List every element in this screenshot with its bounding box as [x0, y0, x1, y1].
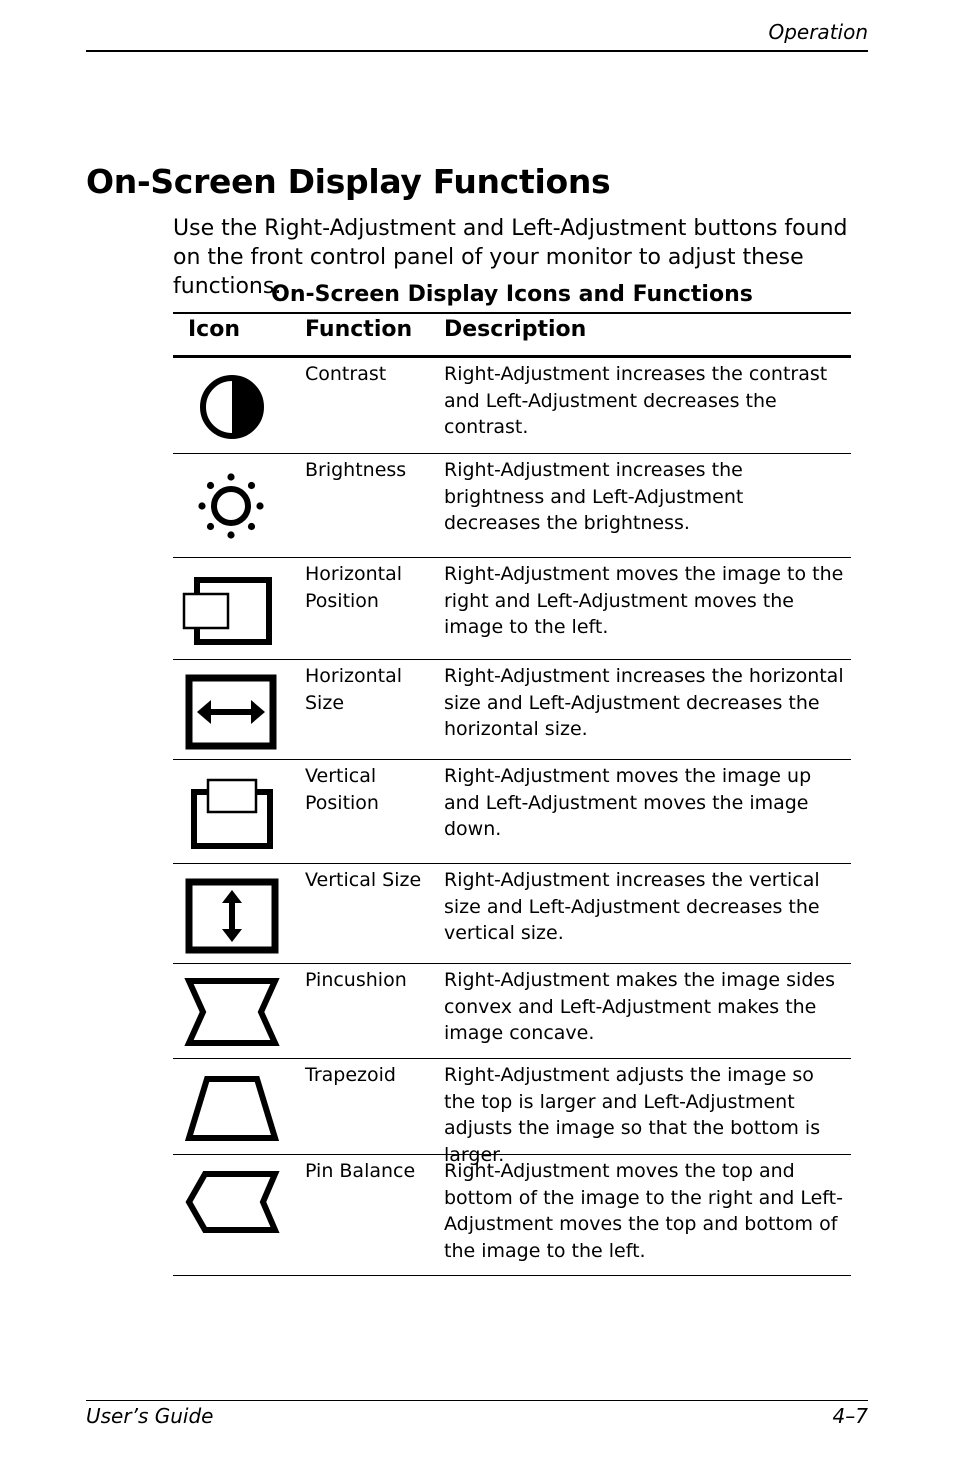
table-row — [173, 358, 851, 454]
footer-document-title: User’s Guide — [86, 1404, 214, 1428]
function-name: Horizontal Size — [305, 665, 403, 714]
function-description: Right-Adjustment moves the image up and Left-Adjustment moves the image down. — [444, 765, 812, 840]
trapezoid-icon — [183, 1073, 281, 1145]
table-row — [173, 964, 851, 1059]
function-description: Right-Adjustment moves the top and bottom of the image to the right and Left-Adjustment moves the top and bottom of the image to the left. — [444, 1160, 843, 1262]
table-row — [173, 1155, 851, 1276]
function-name: Pin Balance — [305, 1160, 416, 1182]
function-description: Right-Adjustment adjusts the image so the top is larger and Left-Adjustment adjusts the image so that the bottom is larger. — [444, 1064, 821, 1166]
function-name: Vertical Position — [305, 765, 379, 814]
horizontal-size-icon — [185, 674, 277, 750]
brightness-icon — [195, 470, 267, 542]
table-row — [173, 660, 851, 760]
function-description: Right-Adjustment increases the horizontal size and Left-Adjustment decreases the horizontal size. — [444, 665, 844, 740]
pincushion-icon — [183, 976, 281, 1048]
footer-page-number: 4–7 — [832, 1404, 868, 1428]
page-title: On-Screen Display Functions — [86, 162, 611, 201]
pin-balance-icon — [183, 1169, 281, 1235]
vertical-size-icon — [185, 878, 279, 954]
function-description: Right-Adjustment increases the brightness and Left-Adjustment decreases the brightness. — [444, 459, 744, 534]
intro-paragraph: Use the Right-Adjustment and Left-Adjustment buttons found on the front control panel of your monitor to adjust these functions. — [173, 216, 848, 299]
table-header-row — [173, 314, 851, 358]
column-header-icon: Icon — [188, 317, 241, 342]
function-name: Brightness — [305, 459, 407, 481]
table-caption: On-Screen Display Icons and Functions — [271, 282, 753, 307]
header-section-title: Operation — [768, 20, 868, 44]
function-description: Right-Adjustment increases the vertical size and Left-Adjustment decreases the vertical size. — [444, 869, 820, 944]
function-description: Right-Adjustment increases the contrast and Left-Adjustment decreases the contrast. — [444, 363, 828, 438]
contrast-icon — [197, 372, 267, 442]
function-name: Vertical Size — [305, 869, 422, 891]
function-name: Pincushion — [305, 969, 407, 991]
osd-functions-table — [173, 312, 851, 1276]
table-row — [173, 558, 851, 660]
vertical-position-icon — [189, 776, 275, 850]
column-header-function: Function — [305, 317, 413, 342]
function-name: Horizontal Position — [305, 563, 403, 612]
function-name: Trapezoid — [305, 1064, 396, 1086]
table-row — [173, 760, 851, 864]
function-description: Right-Adjustment makes the image sides convex and Left-Adjustment makes the image concave. — [444, 969, 835, 1044]
page-header — [86, 20, 868, 52]
table-row — [173, 454, 851, 558]
page-footer — [86, 1400, 868, 1428]
column-header-description: Description — [444, 317, 587, 342]
table-row — [173, 864, 851, 964]
horizontal-position-icon — [181, 576, 273, 646]
function-name: Contrast — [305, 363, 387, 385]
function-description: Right-Adjustment moves the image to the right and Left-Adjustment moves the image to the left. — [444, 563, 844, 638]
table-row — [173, 1059, 851, 1166]
